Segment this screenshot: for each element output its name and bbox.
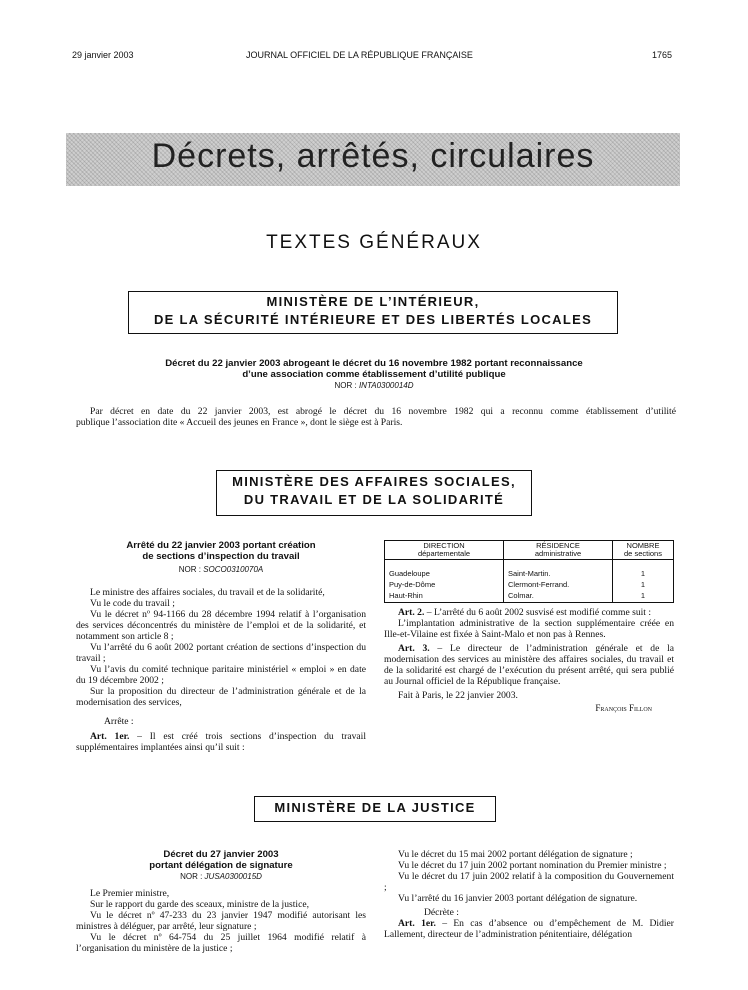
table-cell: Puy-de-Dôme [389,580,436,589]
arrete-article-2-text: L’implantation administrative de la section supplémentaire créée en Ille-et-Vilaine est fixée à Saint-Malo et non pas à Rennes. [384,618,674,640]
preamble-para: Vu le décret nº 47-233 du 23 janvier 1947 modifié autorisant les ministres à déléguer, par arrêté, leur signature ; [76,910,366,932]
decree-justice-title-line2: portant délégation de signature [149,860,293,871]
decree-justice-decrete: Décrète : [424,907,459,918]
article-label: Art. 2. [398,607,425,618]
article-text: – Il est créé trois sections d’inspection du travail supplémentaires implantées ainsi qu’il suit : [76,731,366,753]
table-cell: Clermont-Ferrand. [508,580,570,589]
article-text: – En cas d’absence ou d’empêchement de M. Didier Lallement, directeur de l’administration pénitentiaire, délégation [384,918,674,940]
table-cell: Haut-Rhin [389,591,423,600]
article-text: – L’arrêté du 6 août 2002 susvisé est modifié comme suit : [424,607,652,618]
decree-justice-title-line1: Décret du 27 janvier 2003 [163,849,279,860]
category-banner [66,133,680,186]
preamble-para: Vu l’avis du comité technique paritaire ministériel « emploi » en date du 19 décembre 2002 ; [76,664,366,686]
header-line: RÉSIDENCE [536,541,580,550]
decree-body-line1: Par décret en date du 22 janvier 2003, est abrogé le décret du 16 novembre 1982 qui a reconnu comme établissement d’utilité [90,406,676,417]
journal-title: JOURNAL OFFICIEL DE LA RÉPUBLIQUE FRANÇAISE [246,50,473,60]
decree-justice-left [76,849,366,954]
arrete-article-3 [384,643,674,687]
header-line: de sections [624,549,662,558]
preamble-para: Vu l’arrêté du 6 août 2002 portant création de sections d’inspection du travail ; [76,642,366,664]
preamble-para: Vu l’arrêté du 16 janvier 2003 portant délégation de signature. [398,893,638,904]
ministry-interior-line1: MINISTÈRE DE L’INTÉRIEUR, [266,294,480,309]
section-title: TEXTES GÉNÉRAUX [266,232,482,253]
arrete-title-line1: Arrêté du 22 janvier 2003 portant création [126,540,316,551]
decree-interior-body [76,406,676,428]
decree-interior [80,358,668,390]
preamble-para: Vu le décret du 15 mai 2002 portant délégation de signature ; [398,849,633,860]
ministry-social-box [216,470,532,516]
nor-code: SOCO0310070A [203,565,264,574]
article-label: Art. 1er. [90,731,130,742]
header-date: 29 janvier 2003 [72,50,134,60]
header-line: administrative [534,549,582,558]
table-cell: 1 [640,591,646,600]
preamble-para: Le Premier ministre, [90,888,170,899]
article-label: Art. 1er. [398,918,436,929]
ministry-justice-line1: MINISTÈRE DE LA JUSTICE [274,800,476,815]
decree-nor [80,381,668,390]
nor-code: INTA0300014D [358,381,414,390]
decree-justice-nor [76,872,366,881]
arrete-right-column [384,540,674,714]
nor-label: NOR : [180,872,203,881]
arrete-done: Fait à Paris, le 22 janvier 2003. [398,690,518,701]
decree-title-line2: d’une association comme établissement d’utilité publique [242,369,506,380]
preamble-para: Vu le code du travail ; [90,598,175,609]
nor-label: NOR : [334,381,357,390]
arrete-left-column [76,540,366,753]
table-cell: Saint-Martin. [508,569,551,578]
arrete-preamble [76,587,366,753]
preamble-para: Vu le décret du 17 juin 2002 portant nomination du Premier ministre ; [398,860,667,871]
ministry-interior-box [128,291,618,334]
table-cell: 1 [640,569,646,578]
ministry-justice-box [254,796,496,822]
decree-justice-preamble-left [76,888,366,954]
preamble-para: Sur la proposition du directeur de l’administration générale et de la modernisation des services, [76,686,366,708]
nor-code: JUSA0300015D [204,872,262,881]
table-cell: 1 [640,580,646,589]
table-header [385,541,504,560]
table-cell: Colmar. [508,591,534,600]
decree-body-line2: publique l’association dite « Accueil des jeunes en France », dont le siège est à Paris. [76,417,403,428]
arrete-right-text [384,607,674,714]
nor-label: NOR : [178,565,201,574]
preamble-para: Le ministre des affaires sociales, du travail et de la solidarité, [90,587,325,598]
table-header [504,541,613,560]
preamble-para: Sur le rapport du garde des sceaux, ministre de la justice, [90,899,309,910]
table-row [385,560,674,603]
page-number: 1765 [652,50,673,60]
arrete-word: Arrête : [104,716,134,727]
header-line: départementale [417,549,471,558]
table-cell: Guadeloupe [389,569,430,578]
banner-title: Décrets, arrêtés, circulaires [151,137,595,175]
header-line: DIRECTION [423,541,465,550]
ministry-social-line2: DU TRAVAIL ET DE LA SOLIDARITÉ [243,492,505,507]
preamble-para: Vu le décret du 17 juin 2002 relatif à la composition du Gouvernement ; [384,871,674,893]
decree-title-line1: Décret du 22 janvier 2003 abrogeant le décret du 16 novembre 1982 portant reconnaissance [165,358,583,369]
arrete-article-2 [384,607,674,618]
sections-table [384,540,674,603]
ministry-interior-line2: DE LA SÉCURITÉ INTÉRIEURE ET DES LIBERTÉS LOCALES [153,312,593,327]
arrete-article-1 [76,731,366,753]
preamble-para: Vu le décret nº 64-754 du 25 juillet 1964 modifié relatif à l’organisation du ministère de la justice ; [76,932,366,954]
decree-justice-right [384,849,674,940]
arrete-title-line2: de sections d’inspection du travail [142,551,300,562]
decree-justice-article-1 [384,918,674,940]
arrete-signature: François Fillon [595,703,652,713]
ministry-social-line1: MINISTÈRE DES AFFAIRES SOCIALES, [232,474,516,489]
article-label: Art. 3. [398,643,430,654]
preamble-para: Vu le décret nº 94-1166 du 28 décembre 1994 relatif à l’organisation des services déconcentrés du ministère de l’emploi et de la solidarité, et notamment son article 8 ; [76,609,366,642]
arrete-nor [76,565,366,574]
article-text: – Le directeur de l’administration générale et de la modernisation des services au ministère des affaires sociales, du travail et de la solidarité est chargé de l’exécution du présent arrêté, qui sera publié au Journal officiel de la République française. [384,643,674,687]
header-line: NOMBRE [626,541,660,550]
table-header [613,541,674,560]
